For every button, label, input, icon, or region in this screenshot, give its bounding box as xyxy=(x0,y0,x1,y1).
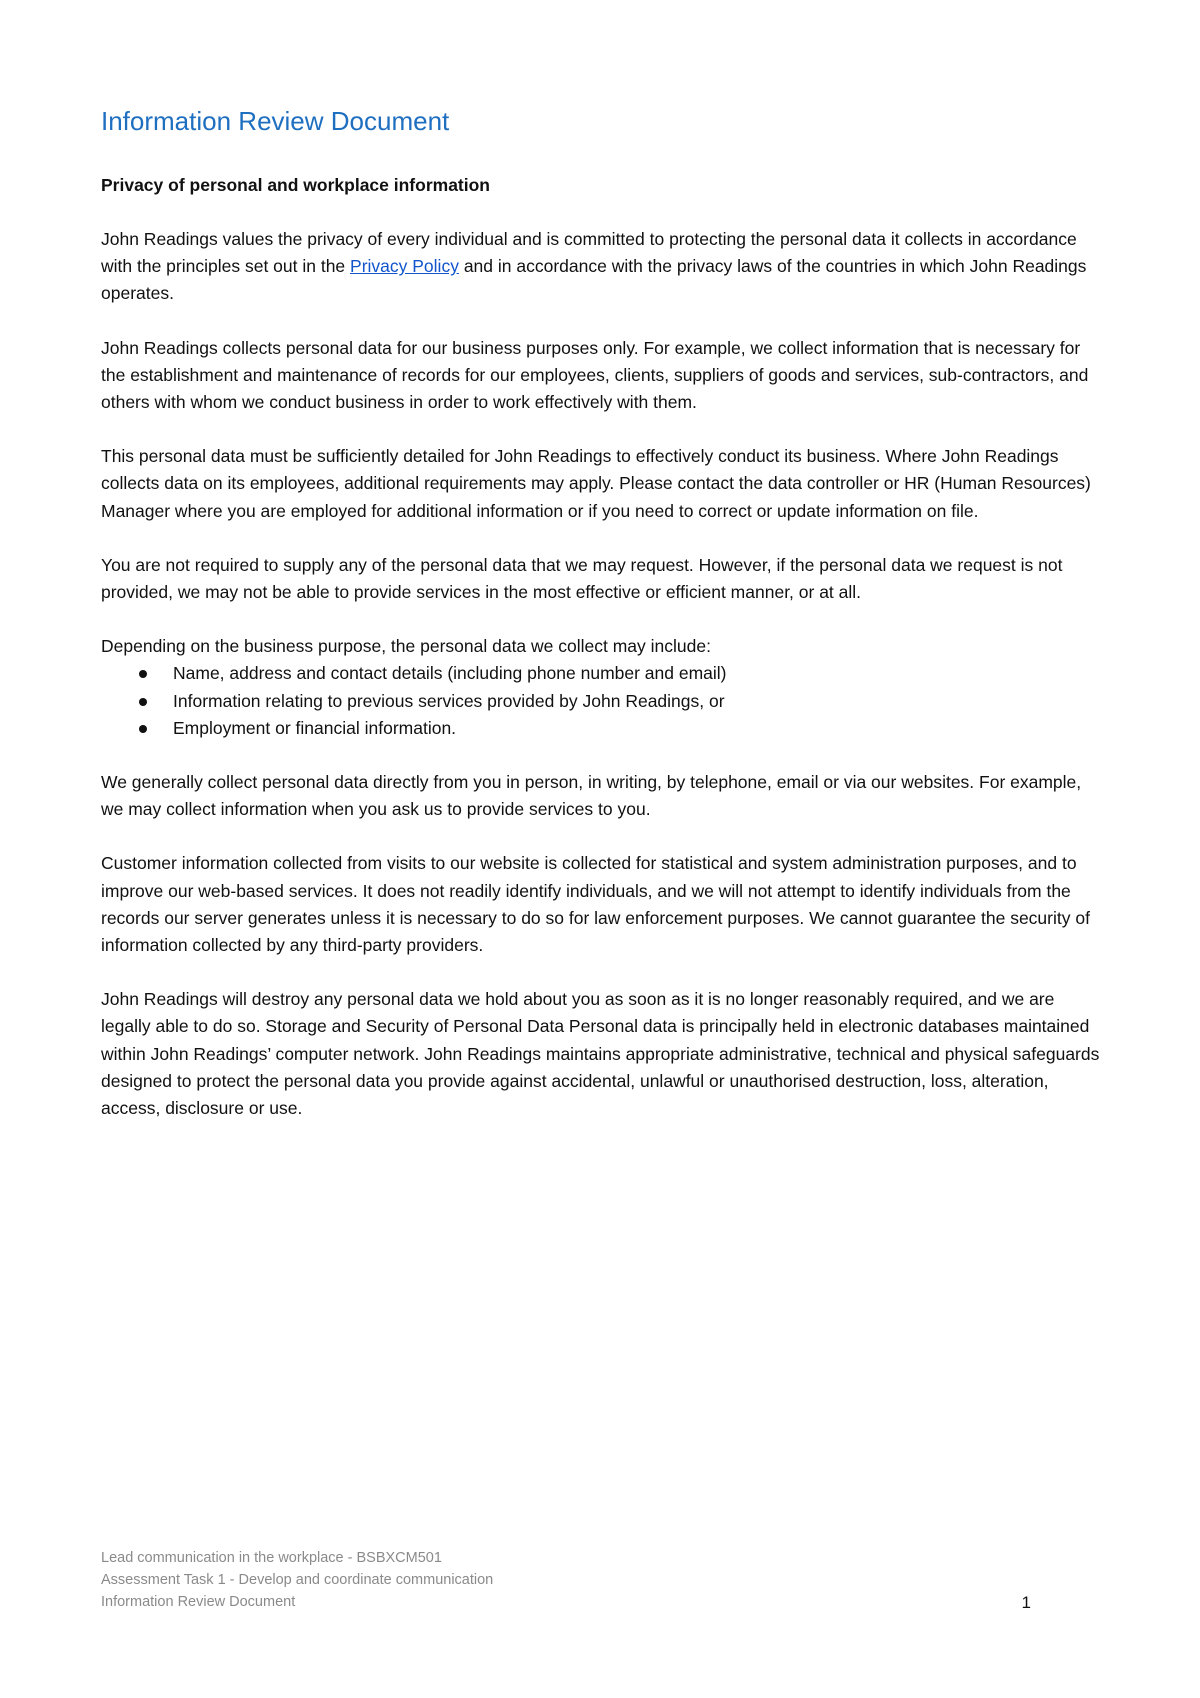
section-heading: Privacy of personal and workplace information xyxy=(101,175,490,195)
paragraph-not-required: You are not required to supply any of the personal data that we may request. However, if the personal data we request is not provided, we may not be able to provide services in the most effective or efficient manner, or at all. xyxy=(101,554,1063,603)
privacy-policy-link[interactable]: Privacy Policy xyxy=(350,256,459,277)
paragraph-data-types-intro: Depending on the business purpose, the personal data we collect may include: xyxy=(101,636,711,657)
page-footer xyxy=(101,1547,1031,1613)
document-body xyxy=(101,100,1101,1122)
document-title: Information Review Document xyxy=(101,106,450,136)
paragraph-text: and in accordance with the privacy laws of the countries in which John Readings operates. xyxy=(101,256,1087,304)
paragraph-privacy-commitment xyxy=(101,226,1101,308)
paragraph-collection-methods: We generally collect personal data directly from you in person, in writing, by telephone, email or via our websites. For example, we may collect information when you ask us to provide services to you. xyxy=(101,772,1082,820)
list-item xyxy=(101,688,1101,715)
list-item xyxy=(101,660,1101,687)
bullet-icon xyxy=(139,725,147,733)
paragraph-data-detail: This personal data must be sufficiently detailed for John Readings to effectively conduct its business. Where John Readings collects data on its employees, additional requirements may apply. Please contact the data controller or HR (Human Resources) Manager where you are employed for additional information or if you need to correct or update information on file. xyxy=(101,446,1091,521)
paragraph-text: John Readings values the privacy of every individual and is committed to protecting the personal data it collects in accordance with the principles set out in the xyxy=(101,229,1077,277)
paragraph-data-destruction: John Readings will destroy any personal data we hold about you as soon as it is no longer reasonably required, and we are legally able to do so. Storage and Security of Personal Data Personal data is principally held in electronic databases maintained within John Readings’ computer network. John Readings maintains appropriate administrative, technical and physical safeguards designed to protect the personal data you provide against accidental, unlawful or unauthorised destruction, loss, alteration, access, disclosure or use. xyxy=(101,989,1100,1119)
bullet-icon xyxy=(139,698,147,706)
list-item xyxy=(101,715,1101,742)
data-types-list xyxy=(101,660,1101,742)
list-item-text: Name, address and contact details (including phone number and email) xyxy=(173,663,727,684)
page-number: 1 xyxy=(1021,1593,1031,1612)
footer-task-line: Assessment Task 1 - Develop and coordinate communication xyxy=(101,1572,494,1588)
footer-unit-line: Lead communication in the workplace - BSBXCM501 xyxy=(101,1550,442,1566)
list-item-text: Employment or financial information. xyxy=(173,717,457,738)
list-item-text: Information relating to previous services provided by John Readings, or xyxy=(173,690,725,711)
bullet-icon xyxy=(139,670,147,678)
paragraph-business-purposes: John Readings collects personal data for our business purposes only. For example, we collect information that is necessary for the establishment and maintenance of records for our employees, clients, suppliers of goods and services, sub-contractors, and others with whom we conduct business in order to work effectively with them. xyxy=(101,337,1089,413)
paragraph-website-information: Customer information collected from visits to our website is collected for statistical and system administration purposes, and to improve our web-based services. It does not readily identify individuals, and we will not attempt to identify individuals from the records our server generates unless it is necessary to do so for law enforcement purposes. We cannot guarantee the security of information collected by any third-party providers. xyxy=(101,853,1090,956)
footer-document-line: Information Review Document xyxy=(101,1594,296,1610)
